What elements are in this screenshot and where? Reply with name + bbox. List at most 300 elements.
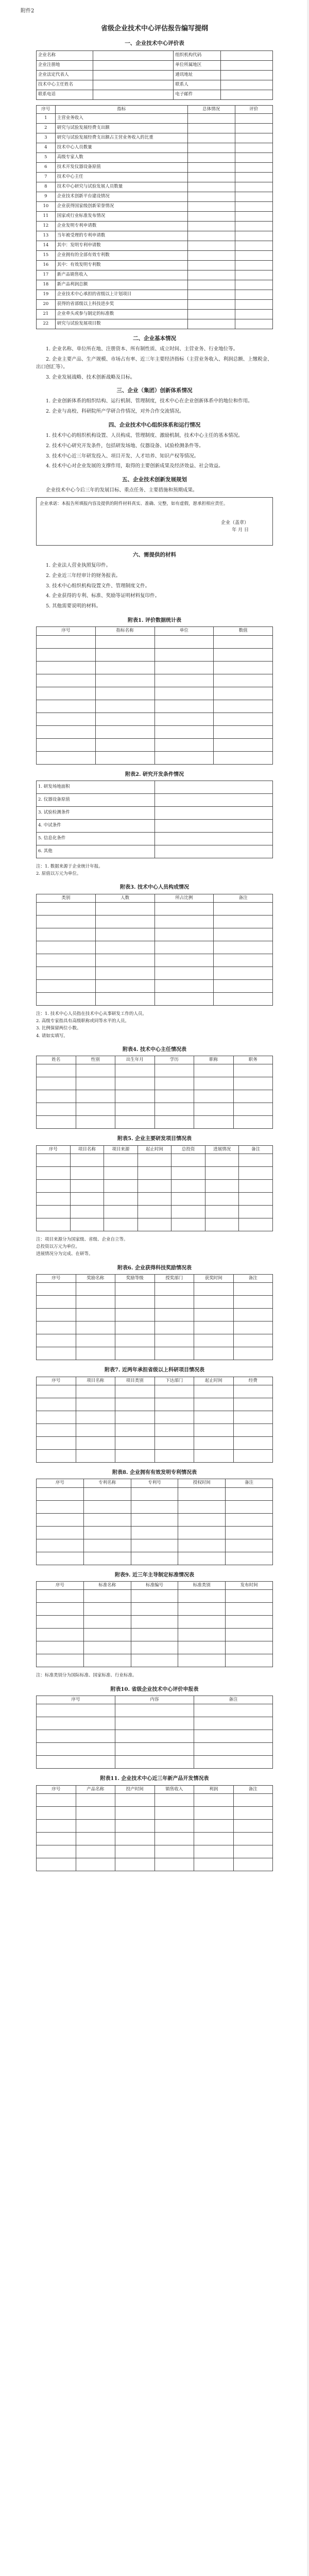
row-indicator: 主营业务收入: [55, 114, 187, 124]
table-cell: [76, 1334, 115, 1347]
header-row: [37, 894, 273, 902]
table-cell: [214, 700, 273, 713]
table-cell: [154, 928, 214, 941]
table-cell: [239, 1167, 273, 1180]
table-cell: [194, 1845, 234, 1858]
row-number: 2: [37, 124, 56, 133]
table-cell: [37, 1616, 84, 1629]
info-row: [37, 70, 273, 80]
table-cell: [239, 1218, 273, 1231]
row-overall: [187, 114, 235, 124]
table-row: [37, 1500, 273, 1513]
column-header: 利润: [194, 1785, 234, 1793]
table-row: [37, 1845, 273, 1858]
table-cell: [115, 1283, 155, 1296]
table-row: [37, 794, 273, 807]
table-row: [37, 319, 273, 329]
table-cell: [115, 1423, 155, 1436]
column-header: 序号: [37, 1377, 76, 1385]
table-cell: [37, 1793, 76, 1806]
column-header: 获奖时间: [194, 1275, 234, 1283]
row-number: 6: [37, 163, 56, 173]
table-row: [37, 661, 273, 674]
attachment-label: 附件2: [21, 8, 35, 14]
info-value: [93, 90, 174, 99]
table-cell: [37, 1730, 115, 1743]
paragraph: 2. 企业近三年经审计的财务报表。: [46, 573, 121, 579]
paragraph: 4. 技术中心对企业发展的支撑作用，取得的主要创新成果及经济效益、社会效益。: [46, 463, 224, 469]
row-label: 6. 其他: [37, 845, 155, 858]
table-cell: [76, 1411, 115, 1423]
appendix7-caption: 附表7. 近两年承担省级以上科研项目情况表: [105, 1367, 204, 1374]
table-row: [37, 173, 273, 182]
table-row: [37, 1717, 273, 1730]
table-cell: [194, 1398, 234, 1411]
table-cell: [233, 1347, 273, 1360]
row-overall: [187, 153, 235, 163]
table-cell: [37, 1116, 76, 1129]
table-cell: [95, 687, 154, 700]
info-label: 企业注册地: [37, 60, 93, 70]
row-indicator: 企业技术创新平台建设情况: [55, 192, 187, 202]
row-indicator: 获得的省部级以上科技进步奖: [55, 300, 187, 310]
row-indicator: 企业牵头或参与制定的标准数: [55, 310, 187, 319]
table-cell: [37, 928, 96, 941]
table-cell: [233, 1309, 273, 1321]
table-cell: [37, 1832, 76, 1845]
table-cell: [37, 1180, 71, 1193]
table-cell: [194, 1806, 234, 1819]
info-row: [37, 50, 273, 60]
table-cell: [131, 1590, 178, 1603]
column-header: 投产时间: [115, 1785, 155, 1793]
table-cell: [154, 954, 214, 967]
column-header: 销售收入: [154, 1785, 194, 1793]
table-cell: [83, 1603, 131, 1616]
table-row: [37, 143, 273, 153]
table-cell: [178, 1603, 226, 1616]
column-header: 序号: [37, 1582, 84, 1590]
table-cell: [37, 1756, 115, 1769]
table-cell: [37, 1064, 76, 1077]
table-row: [37, 1347, 273, 1360]
table-row: [37, 687, 273, 700]
row-number: 19: [37, 290, 56, 300]
column-header: 项目类别: [115, 1377, 155, 1385]
declaration-box: [36, 497, 273, 546]
info-label: 单位所属地区: [174, 60, 221, 70]
table-row: [37, 1167, 273, 1180]
paragraph: 企业技术中心今后三年的发展目标、重点任务、主要措施和预期成果。: [46, 487, 198, 494]
row-number: 8: [37, 182, 56, 192]
table-cell: [83, 1616, 131, 1629]
table-cell: [115, 1116, 155, 1129]
appendix6-caption: 附表6. 企业获得科技奖励情况表: [117, 1265, 192, 1271]
table-cell: [76, 1064, 115, 1077]
table-cell: [194, 1283, 234, 1296]
table-cell: [205, 1193, 239, 1206]
appendix10-table: [36, 1696, 273, 1769]
table-cell: [95, 928, 154, 941]
table-cell: [95, 903, 154, 916]
paragraph: 3. 企业发展战略、技术创新战略及目标。: [46, 374, 135, 380]
table-cell: [37, 1641, 84, 1654]
section5-body: [36, 487, 273, 495]
declaration-sign: 企业（盖章）: [220, 520, 249, 526]
table-cell: [154, 1845, 194, 1858]
table-cell: [233, 1423, 273, 1436]
table-cell: [76, 1090, 115, 1103]
table-cell: [76, 1296, 115, 1309]
table-cell: [104, 1193, 138, 1206]
appendix6-table: [36, 1274, 273, 1360]
table-cell: [154, 1423, 194, 1436]
table-cell: [115, 1756, 194, 1769]
table-cell: [154, 1077, 194, 1090]
row-eval: [235, 192, 272, 202]
header-row: [37, 1582, 273, 1590]
table-cell: [76, 1845, 115, 1858]
table-cell: [70, 1218, 104, 1231]
table-cell: [194, 1832, 234, 1845]
table-cell: [233, 1090, 273, 1103]
column-header: 序号: [37, 1145, 71, 1154]
row-eval: [235, 182, 272, 192]
column-header: 专利名称: [83, 1479, 131, 1487]
info-value: [221, 60, 273, 70]
table-cell: [154, 1832, 194, 1845]
row-indicator: 其中：发明专利申请数: [55, 241, 187, 251]
appendix4-caption: 附表4. 技术中心主任情况表: [123, 1046, 186, 1053]
info-value: [93, 50, 174, 60]
table-cell: [37, 1629, 84, 1641]
table-row: [37, 648, 273, 661]
table-cell: [37, 1154, 71, 1167]
table-row: [37, 192, 273, 202]
table-cell: [95, 635, 154, 648]
table-cell: [37, 1858, 76, 1871]
info-value: [93, 80, 174, 90]
table-cell: [37, 980, 96, 993]
table-cell: [154, 1309, 194, 1321]
paragraph: 3. 技术中心近三年研发投入、项目开发、人才培养、知识产权等情况。: [46, 453, 199, 459]
row-overall: [187, 182, 235, 192]
table-row: [37, 1193, 273, 1206]
table-cell: [115, 1845, 155, 1858]
table-cell: [37, 1449, 76, 1462]
table-row: [37, 1103, 273, 1116]
table-row: [37, 124, 273, 133]
scrollbar[interactable]: [307, 0, 309, 2576]
row-eval: [235, 222, 272, 231]
column-header: 奖励等级: [115, 1275, 155, 1283]
row-eval: [235, 114, 272, 124]
paragraph: 2. 技术中心研究开发条件，包括研发场地、仪器设备、试验检测条件等。: [46, 443, 204, 449]
table-cell: [115, 1321, 155, 1334]
table-cell: [154, 713, 214, 725]
table-row: [37, 153, 273, 163]
column-header: 指标: [55, 105, 187, 113]
table-row: [37, 1398, 273, 1411]
table-cell: [214, 648, 273, 661]
table-cell: [194, 1347, 234, 1360]
column-header: 授权时间: [178, 1479, 226, 1487]
table-cell: [70, 1154, 104, 1167]
table-cell: [205, 1167, 239, 1180]
row-overall: [187, 143, 235, 153]
table-cell: [214, 738, 273, 751]
column-header: 指标名称: [95, 627, 154, 635]
column-header: 性别: [76, 1056, 115, 1064]
header-row: [37, 1785, 273, 1793]
section6-body: [36, 562, 273, 611]
table-cell: [233, 1296, 273, 1309]
table-cell: [214, 687, 273, 700]
info-value: [93, 60, 174, 70]
table-cell: [226, 1513, 273, 1526]
row-eval: [235, 231, 272, 241]
table-cell: [37, 1436, 76, 1449]
table-cell: [37, 1423, 76, 1436]
table-cell: [37, 1398, 76, 1411]
column-header: 标准名称: [83, 1582, 131, 1590]
table-cell: [104, 1180, 138, 1193]
table-cell: [37, 903, 96, 916]
row-number: 1: [37, 114, 56, 124]
table-cell: [95, 648, 154, 661]
table-cell: [131, 1616, 178, 1629]
table-cell: [233, 1793, 273, 1806]
appendix2-table: [36, 781, 273, 858]
header-row: [37, 1377, 273, 1385]
appendix10-caption: 附表10. 省级企业技术中心评价申报表: [110, 1686, 199, 1692]
row-eval: [235, 124, 272, 133]
table-cell: [37, 1590, 84, 1603]
row-eval: [235, 212, 272, 222]
table-cell: [83, 1641, 131, 1654]
table-row: [37, 1283, 273, 1296]
column-header: 项目名称: [76, 1377, 115, 1385]
row-overall: [187, 212, 235, 222]
row-indicator: 企业获得国家级创新荣誉情况: [55, 202, 187, 212]
table-cell: [233, 1116, 273, 1129]
table-cell: [239, 1154, 273, 1167]
column-header: 项目名称: [70, 1145, 104, 1154]
info-label: 电子邮件: [174, 90, 221, 99]
table-cell: [154, 980, 214, 993]
section3: [0, 386, 309, 416]
table-row: [37, 1436, 273, 1449]
table-cell: [104, 1167, 138, 1180]
table-cell: [70, 1193, 104, 1206]
table-cell: [233, 1845, 273, 1858]
column-header: 序号: [37, 1785, 76, 1793]
table-cell: [178, 1513, 226, 1526]
column-header: 总体情况: [187, 105, 235, 113]
column-header: 备注: [233, 1785, 273, 1793]
row-number: 4: [37, 143, 56, 153]
form1: [0, 39, 309, 329]
info-label: 技术中心主任姓名: [37, 80, 93, 90]
table-cell: [178, 1526, 226, 1539]
column-header: 专利号: [131, 1479, 178, 1487]
declaration-text: 企业承诺：本报告所填报内容及提供的附件材料真实、准确、完整，如有虚假，愿承担相应责任。: [40, 501, 228, 507]
table-row: [37, 1704, 273, 1717]
table-cell: [115, 1090, 155, 1103]
table-cell: [115, 1309, 155, 1321]
table-cell: [76, 1449, 115, 1462]
paragraph: 2. 企业与高校、科研院所产学研合作情况，对外合作交流情况。: [46, 409, 184, 415]
table-row: [37, 1487, 273, 1500]
row-number: 5: [37, 153, 56, 163]
table-cell: [131, 1641, 178, 1654]
column-header: 单位: [154, 627, 214, 635]
table-cell: [233, 1858, 273, 1871]
table-row: [37, 1077, 273, 1090]
table-row: [37, 980, 273, 993]
table-cell: [226, 1603, 273, 1616]
table-row: [37, 1218, 273, 1231]
table-cell: [194, 1321, 234, 1334]
column-header: 产品名称: [76, 1785, 115, 1793]
table-cell: [131, 1552, 178, 1565]
table-cell: [37, 713, 96, 725]
table-cell: [115, 1398, 155, 1411]
table-row: [37, 1334, 273, 1347]
table-cell: [154, 1819, 194, 1832]
table-cell: [70, 1180, 104, 1193]
table-cell: [171, 1206, 205, 1218]
table-cell: [37, 1090, 76, 1103]
table-cell: [70, 1167, 104, 1180]
info-label: 企业法定代表人: [37, 70, 93, 80]
row-indicator: 研究与试验发展项目数: [55, 319, 187, 329]
appendix1-table: [36, 626, 273, 764]
paragraph: 1. 技术中心的组织机构设置、人员构成、管理制度、激励机制，技术中心主任的基本情况。: [46, 433, 243, 439]
table-cell: [154, 845, 273, 858]
appendix3-table: [36, 894, 273, 1006]
table-cell: [131, 1654, 178, 1667]
table-cell: [214, 954, 273, 967]
header-row: [37, 1145, 273, 1154]
paragraph: 2. 企业主要产品、生产规模、市场占有率、近三年主要经济指标（主营业务收入、利润总额、上缴税金、出口创汇等）。: [36, 357, 272, 370]
table-row: [37, 781, 273, 794]
row-number: 3: [37, 133, 56, 143]
column-header: 内容: [115, 1696, 194, 1704]
table-row: [37, 954, 273, 967]
table-row: [37, 1552, 273, 1565]
table-row: [37, 1423, 273, 1436]
table-cell: [115, 1064, 155, 1077]
row-indicator: 企业拥有的全部有效专利数: [55, 251, 187, 261]
table-cell: [76, 1806, 115, 1819]
table-cell: [37, 1103, 76, 1116]
table-row: [37, 133, 273, 143]
form1-main-table: [36, 105, 273, 329]
row-eval: [235, 300, 272, 310]
header-row: [37, 1056, 273, 1064]
table-row: [37, 941, 273, 954]
table-cell: [154, 687, 214, 700]
table-row: [37, 1730, 273, 1743]
table-cell: [154, 738, 214, 751]
table-cell: [37, 674, 96, 687]
table-cell: [226, 1616, 273, 1629]
table-cell: [83, 1654, 131, 1667]
appendix11-caption: 附表11. 企业技术中心近三年新产品开发情况表: [100, 1776, 209, 1782]
table-row: [37, 251, 273, 261]
section3-heading: 三、企业（集团）创新体系情况: [116, 387, 193, 394]
table-row: [37, 833, 273, 845]
table-cell: [95, 674, 154, 687]
row-number: 13: [37, 231, 56, 241]
table-note: 进展情况分为完成、在研等。: [36, 1251, 93, 1257]
table-cell: [37, 954, 96, 967]
table-row: [37, 261, 273, 270]
table-cell: [76, 1309, 115, 1321]
column-header: 出生年月: [115, 1056, 155, 1064]
table-row: [37, 1654, 273, 1667]
table-cell: [226, 1654, 273, 1667]
table-cell: [95, 713, 154, 725]
section4: [0, 421, 309, 470]
table-cell: [76, 1385, 115, 1398]
column-header: 序号: [37, 627, 96, 635]
table-cell: [138, 1193, 171, 1206]
table-note: 2. 高级专家指具有高级职称或同等水平的人员。: [36, 1019, 129, 1024]
row-overall: [187, 133, 235, 143]
row-number: 21: [37, 310, 56, 319]
column-header: 标准类别: [178, 1582, 226, 1590]
table-cell: [214, 635, 273, 648]
table-cell: [104, 1218, 138, 1231]
appendix1-caption: 附表1. 评价数据统计表: [128, 617, 181, 623]
table-row: [37, 1309, 273, 1321]
row-eval: [235, 133, 272, 143]
table-row: [37, 1513, 273, 1526]
table-cell: [115, 1806, 155, 1819]
column-header: 下达部门: [154, 1377, 194, 1385]
table-cell: [154, 903, 214, 916]
appendix4-table: [36, 1056, 273, 1129]
table-cell: [37, 1218, 71, 1231]
table-cell: [214, 941, 273, 954]
row-number: 22: [37, 319, 56, 329]
table-row: [37, 635, 273, 648]
table-cell: [83, 1590, 131, 1603]
table-cell: [95, 980, 154, 993]
table-cell: [104, 1206, 138, 1218]
table-cell: [154, 781, 273, 794]
table-cell: [154, 1334, 194, 1347]
table-cell: [194, 1717, 273, 1730]
table-cell: [104, 1154, 138, 1167]
table-cell: [178, 1500, 226, 1513]
table-cell: [214, 916, 273, 928]
appendix8-caption: 附表8. 企业拥有有效发明专利情况表: [112, 1469, 197, 1476]
section4-body: [36, 432, 273, 470]
table-cell: [115, 1103, 155, 1116]
table-cell: [178, 1552, 226, 1565]
table-note: 注：1. 技术中心人员指在技术中心从事研发工作的人员。: [36, 1011, 147, 1017]
table-cell: [37, 1526, 84, 1539]
table-cell: [37, 1411, 76, 1423]
appendix8-table: [36, 1479, 273, 1565]
doc-title: 省级企业技术中心评估报告编写提纲: [100, 24, 208, 32]
row-indicator: 企业技术中心承担的省级以上计划项目: [55, 290, 187, 300]
column-header: 类别: [37, 894, 96, 902]
table-cell: [37, 1743, 115, 1756]
